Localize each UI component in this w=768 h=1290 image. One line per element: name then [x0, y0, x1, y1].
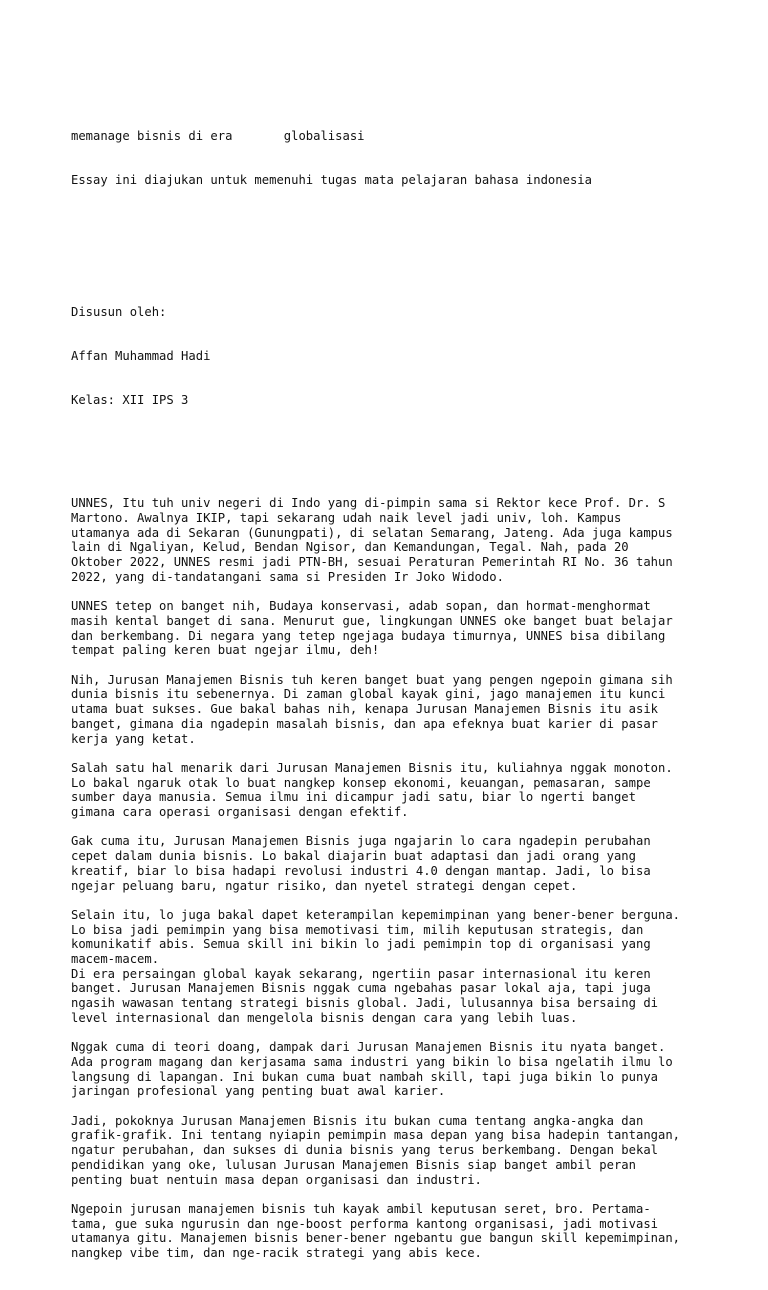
- author-label: Disusun oleh:: [71, 305, 167, 320]
- essay-document: [71, 70, 711, 1290]
- paragraph-line: ngasih wawasan tentang strategi bisnis global. Jadi, lulusannya bisa bersaing di: [71, 996, 658, 1011]
- paragraph-line: masih kental banget di sana. Menurut gue, lingkungan UNNES oke banget buat belajar: [71, 613, 673, 628]
- paragraph-line: utamanya gitu. Manajemen bisnis bener-bener ngebantu gue bangun skill kepemimpinan,: [71, 1231, 681, 1246]
- paragraph: [71, 1040, 711, 1099]
- paragraph-line: Jadi, pokoknya Jurusan Manajemen Bisnis itu bukan cuma tentang angka-angka dan: [71, 1113, 644, 1128]
- paragraph-line: dan berkembang. Di negara yang tetep ngejaga budaya timurnya, UNNES bisa dibilang: [71, 628, 666, 643]
- paragraph-line: ngatur perubahan, dan sukses di dunia bisnis yang terus berkembang. Dengan bekal: [71, 1143, 658, 1158]
- paragraph: [71, 599, 711, 658]
- paragraph: [71, 1114, 711, 1188]
- paragraph: [71, 673, 711, 747]
- paragraph-line: langsung di lapangan. Ini bukan cuma buat nambah skill, tapi juga bikin lo punya: [71, 1069, 658, 1084]
- paragraph-line: dunia bisnis itu sebenernya. Di zaman global kayak gini, jago manajemen itu kunci: [71, 687, 666, 702]
- paragraph-line: Lo bisa jadi pemimpin yang bisa memotivasi tim, milih keputusan strategis, dan: [71, 922, 644, 937]
- paragraph-line: 2022, yang di-tandatangani sama si Presiden Ir Joko Widodo.: [71, 569, 504, 584]
- paragraph-line: banget. Jurusan Manajemen Bisnis nggak cuma ngebahas pasar lokal aja, tapi juga: [71, 981, 651, 996]
- paragraph-line: ngejar peluang baru, ngatur risiko, dan nyetel strategi dengan cepet.: [71, 878, 578, 893]
- essay-body: [71, 496, 711, 1260]
- paragraph-line: tama, gue suka ngurusin dan nge-boost performa kantong organisasi, jadi motivasi: [71, 1216, 658, 1231]
- paragraph-line: utamanya ada di Sekaran (Gunungpati), di selatan Semarang, Jateng. Ada juga kampus: [71, 525, 673, 540]
- paragraph-line: komunikatif abis. Semua skill ini bikin lo jadi pemimpin top di organisasi yang: [71, 937, 651, 952]
- paragraph: [71, 496, 711, 584]
- paragraph-line: Di era persaingan global kayak sekarang, ngertiin pasar internasional itu keren: [71, 966, 651, 981]
- author-name: Affan Muhammad Hadi: [71, 349, 211, 364]
- paragraph-line: sumber daya manusia. Semua ilmu ini dicampur jadi satu, biar lo ngerti banget: [71, 790, 636, 805]
- essay-subtitle: Essay ini diajukan untuk memenuhi tugas mata pelajaran bahasa indonesia: [71, 172, 592, 187]
- paragraph-line: grafik-grafik. Ini tentang nyiapin pemimpin masa depan yang bisa hadepin tantangan,: [71, 1128, 681, 1143]
- paragraph-line: UNNES tetep on banget nih, Budaya konservasi, adab sopan, dan hormat-menghormat: [71, 599, 651, 614]
- paragraph-line: Ngepoin jurusan manajemen bisnis tuh kayak ambil keputusan seret, bro. Pertama-: [71, 1201, 651, 1216]
- paragraph-line: utama buat sukses. Gue bakal bahas nih, kenapa Jurusan Manajemen Bisnis itu asik: [71, 702, 658, 717]
- author-info: [71, 276, 711, 438]
- paragraph-line: cepet dalam dunia bisnis. Lo bakal diajarin buat adaptasi dan jadi orang yang: [71, 849, 636, 864]
- author-class: Kelas: XII IPS 3: [71, 393, 189, 408]
- essay-title: memanage bisnis di era globalisasi: [71, 128, 365, 143]
- paragraph-line: Nih, Jurusan Manajemen Bisnis tuh keren banget buat yang pengen ngepoin gimana sih: [71, 672, 673, 687]
- paragraph-line: Gak cuma itu, Jurusan Manajemen Bisnis juga ngajarin lo cara ngadepin perubahan: [71, 834, 651, 849]
- paragraph-line: kreatif, biar lo bisa hadapi revolusi industri 4.0 dengan mantap. Jadi, lo bisa: [71, 863, 651, 878]
- paragraph-line: UNNES, Itu tuh univ negeri di Indo yang di-pimpin sama si Rektor kece Prof. Dr. S: [71, 496, 666, 511]
- paragraph-line: lain di Ngaliyan, Kelud, Bendan Ngisor, dan Kemandungan, Tegal. Nah, pada 20: [71, 540, 629, 555]
- paragraph-line: pendidikan yang oke, lulusan Jurusan Manajemen Bisnis siap banget ambil peran: [71, 1157, 636, 1172]
- paragraph-line: Oktober 2022, UNNES resmi jadi PTN-BH, sesuai Peraturan Pemerintah RI No. 36 tahun: [71, 555, 673, 570]
- paragraph-line: Martono. Awalnya IKIP, tapi sekarang udah naik level jadi univ, loh. Kampus: [71, 511, 622, 526]
- paragraph: [71, 1202, 711, 1261]
- paragraph-line: kerja yang ketat.: [71, 731, 196, 746]
- paragraph-line: banget, gimana dia ngadepin masalah bisnis, dan apa efeknya buat karier di pasar: [71, 716, 658, 731]
- paragraph-line: level internasional dan mengelola bisnis dengan cara yang lebih luas.: [71, 1010, 578, 1025]
- paragraph: [71, 761, 711, 820]
- paragraph-line: Ada program magang dan kerjasama sama industri yang bikin lo bisa ngelatih ilmu lo: [71, 1054, 673, 1069]
- paragraph-line: Nggak cuma di teori doang, dampak dari Jurusan Manajemen Bisnis itu nyata banget.: [71, 1040, 666, 1055]
- paragraph: [71, 834, 711, 893]
- paragraph: [71, 908, 711, 1026]
- paragraph-line: Selain itu, lo juga bakal dapet keterampilan kepemimpinan yang bener-bener berguna.: [71, 907, 681, 922]
- essay-header: [71, 99, 711, 217]
- paragraph-line: nangkep vibe tim, dan nge-racik strategi yang abis kece.: [71, 1246, 482, 1261]
- paragraph-line: Lo bakal ngaruk otak lo buat nangkep konsep ekonomi, keuangan, pemasaran, sampe: [71, 775, 651, 790]
- paragraph-line: jaringan profesional yang penting buat awal karier.: [71, 1084, 446, 1099]
- paragraph-line: macem-macem.: [71, 952, 160, 967]
- paragraph-line: Salah satu hal menarik dari Jurusan Manajemen Bisnis itu, kuliahnya nggak monoton.: [71, 760, 673, 775]
- paragraph-line: penting buat nentuin masa depan organisasi dan industri.: [71, 1172, 482, 1187]
- paragraph-line: tempat paling keren buat ngejar ilmu, deh!: [71, 643, 380, 658]
- paragraph-line: gimana cara operasi organisasi dengan efektif.: [71, 805, 409, 820]
